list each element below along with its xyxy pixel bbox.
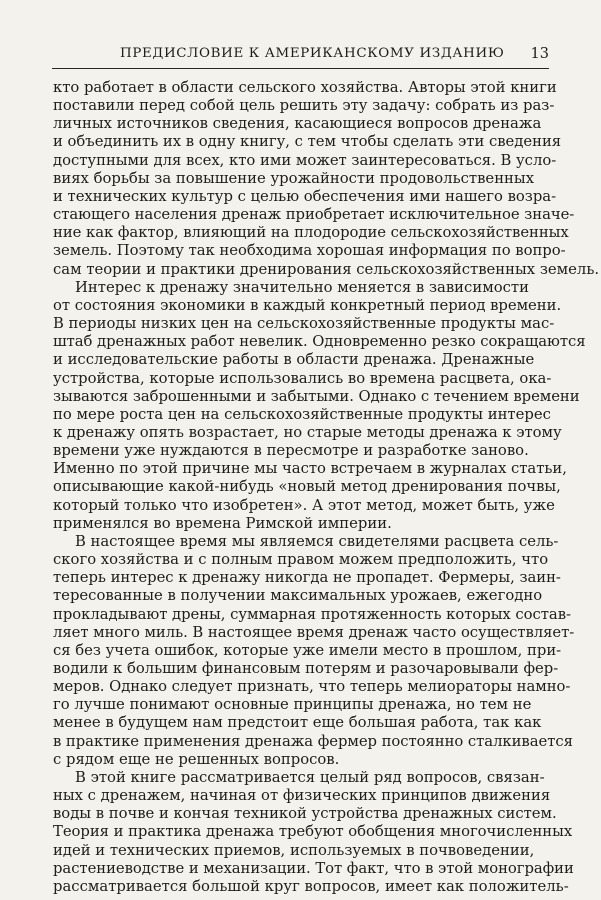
text-line: воды в почве и кончая техникой устройства дренажных систем. — [53, 805, 557, 823]
text-line: ние как фактор, влияющий на плодородие сельскохозяйственных — [53, 224, 569, 242]
text-line: ского хозяйства и с полным правом можем предположить, что — [53, 551, 549, 569]
text-line: описывающие какой-нибудь «новый метод дренирования почвы, — [53, 478, 561, 496]
text-line: штаб дренажных работ невелик. Одновременно резко сокращаются — [53, 333, 586, 351]
text-line: стающего населения дренаж приобретает исключительное значе- — [53, 206, 575, 224]
text-line: рассматривается большой круг вопросов, имеет как положитель- — [53, 877, 569, 895]
text-line: водили к большим финансовым потерям и разочаровывали фер- — [53, 660, 559, 677]
text-line: устройства, которые использовались во времена расцвета, ока- — [53, 369, 552, 387]
text-line: В настоящее время мы являемся свидетелями расцвета сель- — [75, 532, 559, 550]
text-line: ляет много миль. В настоящее время дренаж часто осуществляет- — [53, 623, 575, 641]
text-line: сам теории и практики дренирования сельскохозяйственных земель. — [53, 260, 600, 278]
paragraph — [53, 768, 574, 896]
text-line: кто работает в области сельского хозяйства. Авторы этой книги — [53, 79, 557, 96]
body-text — [53, 79, 600, 896]
paragraph — [53, 278, 586, 533]
header-rule — [52, 68, 549, 69]
paragraph — [53, 532, 575, 769]
page-number: 13 — [530, 46, 549, 62]
text-line: В этой книге рассматривается целый ряд вопросов, связан- — [75, 768, 545, 786]
text-line: теперь интерес к дренажу никогда не пропадет. Фермеры, заин- — [53, 569, 561, 587]
text-line: личных источников сведения, касающиеся вопросов дренажа — [53, 115, 542, 133]
text-line: земель. Поэтому так необходима хорошая информация по вопро- — [53, 242, 566, 260]
text-line: применялся во времена Римской империи. — [53, 514, 392, 532]
text-line: к дренажу опять возрастает, но старые методы дренажа к этому — [53, 423, 562, 441]
text-line: меров. Однако следует признать, что теперь мелиораторы намно- — [53, 678, 571, 696]
text-line: и объединить их в одну книгу, с тем чтобы сделать эти сведения — [53, 133, 562, 151]
text-line: ся без учета ошибок, которые уже имели место в прошлом, при- — [53, 641, 562, 659]
running-title: ПРЕДИСЛОВИЕ К АМЕРИКАНСКОМУ ИЗДАНИЮ — [120, 46, 505, 61]
paragraph — [53, 79, 600, 279]
text-line: менее в будущем нам предстоит еще большая работа, так как — [53, 714, 542, 732]
text-line: и технических культур с целью обеспечения ими нашего возра- — [53, 187, 557, 205]
text-line: В периоды низких цен на сельскохозяйственные продукты мас- — [53, 315, 555, 333]
text-line: поставили перед собой цель решить эту задачу: собрать из раз- — [53, 97, 555, 115]
text-line: и исследовательские работы в области дренажа. Дренажные — [53, 351, 535, 369]
text-line: доступными для всех, кто ими может заинтересоваться. В усло- — [53, 151, 557, 169]
text-line: от состояния экономики в каждый конкретный период времени. — [53, 296, 562, 314]
text-line: в практике применения дренажа фермер постоянно сталкивается — [53, 732, 573, 750]
text-line: Теория и практика дренажа требуют обобщения многочисленных — [53, 823, 573, 841]
text-line: который только что изобретен». А этот метод, может быть, уже — [53, 496, 555, 514]
text-line: го лучше понимают основные принципы дренажа, но тем не — [53, 696, 532, 714]
text-line: идей и технических приемов, используемых в почвоведении, — [53, 841, 535, 859]
text-line: растениеводстве и механизации. Тот факт, что в этой монографии — [53, 859, 574, 877]
running-header — [52, 44, 549, 64]
text-line: по мере роста цен на сельскохозяйственные продукты интерес — [53, 405, 551, 423]
text-line: с рядом еще не решенных вопросов. — [53, 750, 340, 768]
text-line: виях борьбы за повышение урожайности продовольственных — [53, 169, 535, 187]
text-line: ных с дренажем, начиная от физических принципов движения — [53, 787, 551, 805]
text-line: времени уже нуждаются в пересмотре и разработке заново. — [53, 442, 529, 460]
text-line: тересованные в получении максимальных урожаев, ежегодно — [53, 587, 543, 605]
text-line: зываются заброшенными и забытыми. Однако с течением времени — [53, 387, 580, 405]
text-line: Именно по этой причине мы часто встречаем в журналах статьи, — [53, 460, 567, 478]
text-line: Интерес к дренажу значительно меняется в зависимости — [75, 278, 529, 296]
text-line: прокладывают дрены, суммарная протяженность которых состав- — [53, 605, 571, 623]
